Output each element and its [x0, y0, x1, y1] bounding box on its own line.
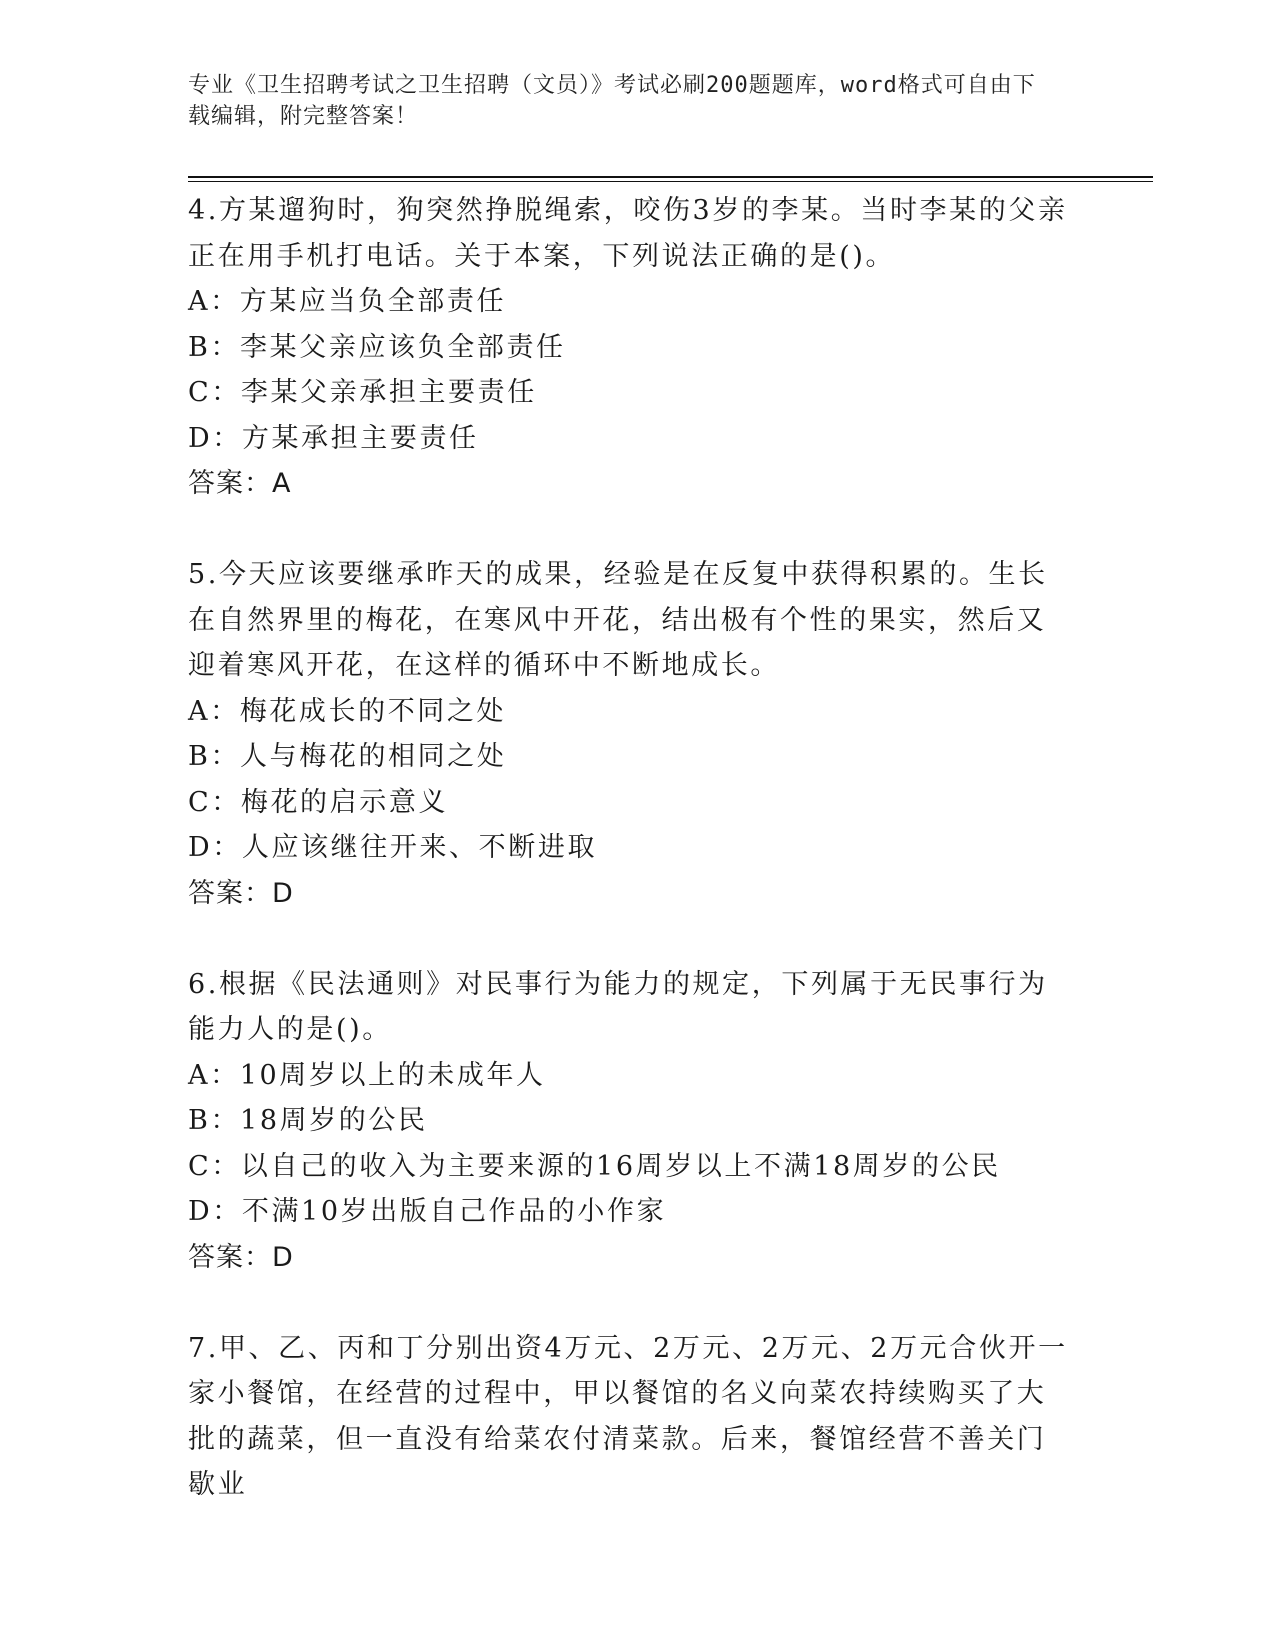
- answer-line: 答案：D: [188, 1241, 294, 1273]
- header-divider-thick: [188, 176, 1153, 178]
- spacer: [188, 1280, 1068, 1326]
- option-c: C：李某父亲承担主要责任: [188, 377, 537, 408]
- question-5: [188, 552, 1068, 916]
- option-a: A：梅花成长的不同之处: [188, 695, 507, 727]
- question-stem: 4.方某遛狗时，狗突然挣脱绳索，咬伤3岁的李某。当时李某的父亲正在用手机打电话。关于本案，下列说法正确的是()。: [188, 195, 1068, 272]
- option-c: C：梅花的启示意义: [188, 786, 449, 818]
- option-c: C：以自己的收入为主要来源的16周岁以上不满18周岁的公民: [188, 1150, 1001, 1182]
- spacer: [188, 507, 1068, 553]
- option-b: B：18周岁的公民: [188, 1105, 428, 1136]
- answer-line: 答案：A: [188, 468, 292, 499]
- option-b: B：人与梅花的相同之处: [188, 741, 507, 772]
- option-d: D：不满10岁出版自己作品的小作家: [188, 1196, 667, 1227]
- question-list: [188, 188, 1068, 1508]
- question-stem: 7.甲、乙、丙和丁分别出资4万元、2万元、2万元、2万元合伙开一家小餐馆，在经营的过程中，甲以餐馆的名义向菜农持续购买了大批的蔬菜，但一直没有给菜农付清菜款。后来，餐馆经营不善关门歇业: [188, 1332, 1068, 1500]
- question-stem: 6.根据《民法通则》对民事行为能力的规定，下列属于无民事行为能力人的是()。: [188, 968, 1048, 1045]
- document-header: 专业《卫生招聘考试之卫生招聘（文员）》考试必刷200题题库，word格式可自由下载编辑，附完整答案！: [188, 73, 1036, 129]
- spacer: [188, 916, 1068, 962]
- option-d: D：人应该继往开来、不断进取: [188, 832, 598, 863]
- header-divider-thin: [188, 181, 1153, 182]
- option-a: A：10周岁以上的未成年人: [188, 1059, 546, 1091]
- question-4: [188, 188, 1068, 507]
- answer-line: 答案：D: [188, 877, 294, 909]
- option-b: B：李某父亲应该负全部责任: [188, 331, 566, 363]
- question-6: [188, 962, 1068, 1281]
- question-stem: 5.今天应该要继承昨天的成果，经验是在反复中获得积累的。生长在自然界里的梅花，在寒风中开花，结出极有个性的果实，然后又迎着寒风开花，在这样的循环中不断地成长。: [188, 559, 1048, 681]
- option-d: D：方某承担主要责任: [188, 422, 479, 454]
- option-a: A：方某应当负全部责任: [188, 286, 507, 317]
- question-7: [188, 1326, 1068, 1508]
